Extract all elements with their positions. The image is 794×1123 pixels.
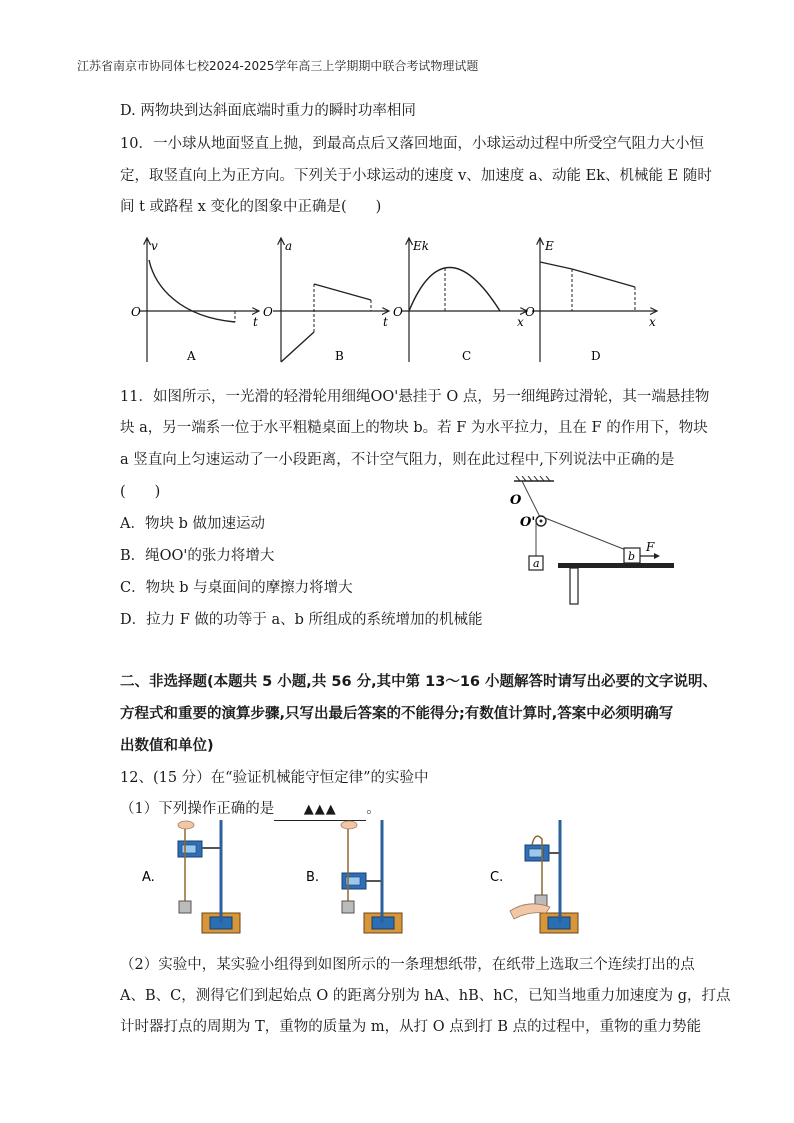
label-b: b — [628, 550, 636, 563]
graph-a-label: A — [187, 349, 196, 363]
graph-b — [263, 238, 389, 363]
graph-a — [131, 238, 259, 363]
q12-part2-line3: 计时器打点的周期为 T，重物的质量为 m，从打 O 点到打 B 点的过程中，重物的重力势能 — [120, 1019, 702, 1035]
q11-option-d: D．拉力 F 做的功等于 a、b 所组成的系统增加的机械能 — [120, 612, 483, 628]
graph-b-yaxis-label: a — [285, 239, 293, 253]
graph-c-origin-label: O — [393, 305, 403, 319]
q10-graphs — [125, 232, 665, 372]
apparatus-a-label: A. — [142, 870, 155, 885]
q12-part1-prefix: （1）下列操作正确的是 — [120, 801, 275, 817]
label-o-prime: O' — [520, 515, 536, 530]
q11-option-b: B．绳OO'的张力将增大 — [120, 548, 275, 564]
q11-text-line2: 块 a，另一端系一位于水平粗糙桌面上的物块 b。若 F 为水平拉力，且在 F 的作用下，物块 — [120, 420, 708, 436]
graph-c-yaxis-label: Ek — [413, 239, 430, 253]
section2-heading-line1: 二、非选择题(本题共 5 小题,共 56 分,其中第 13～16 小题解答时请写出必要的文字说明、 — [120, 674, 718, 690]
graph-d-xaxis-label: x — [649, 315, 656, 329]
label-f: F — [646, 540, 655, 554]
label-a: a — [533, 557, 540, 570]
graph-d — [525, 238, 657, 363]
graph-a-origin-label: O — [131, 305, 141, 319]
q10-text-line1: 10．一小球从地面竖直上抛，到最高点后又落回地面，小球运动过程中所受空气阻力大小恒 — [120, 136, 704, 152]
q11-option-c: C．物块 b 与桌面间的摩擦力将增大 — [120, 580, 353, 596]
label-o: O — [510, 493, 522, 508]
graph-a-xaxis-label: t — [253, 315, 258, 329]
q12-apparatus-figures — [130, 815, 600, 935]
q11-text-line3: a 竖直向上匀速运动了一小段距离，不计空气阻力，则在此过程中,下列说法中正确的是 — [120, 452, 675, 468]
q11-pulley-figure — [498, 476, 678, 608]
section2-heading-line3: 出数值和单位) — [120, 738, 214, 754]
apparatus-a — [178, 820, 240, 933]
q12-part2-line1: （2）实验中，某实验小组得到如图所示的一条理想纸带，在纸带上选取三个连续打出的点 — [120, 957, 695, 973]
q12-part1-answer-blank: ▲▲▲ — [274, 800, 366, 821]
graph-c — [393, 238, 527, 363]
q12-title: 12、(15 分）在“验证机械能守恒定律”的实验中 — [120, 770, 429, 786]
q12-part2-line2: A、B、C，测得它们到起始点 O 的距离分别为 hA、hB、hC，已知当地重力加速度为 g，打点 — [120, 988, 731, 1004]
graph-d-origin-label: O — [525, 305, 535, 319]
graph-d-label: D — [591, 349, 601, 363]
q11-text-line1: 11．如图所示，一光滑的轻滑轮用细绳OO'悬挂于 O 点，另一细绳跨过滑轮，其一端悬挂物 — [120, 389, 710, 405]
q11-answer-bracket: ( ) — [120, 484, 161, 500]
graph-d-yaxis-label: E — [545, 239, 554, 253]
graph-b-label: B — [335, 349, 344, 363]
graph-a-yaxis-label: v — [151, 239, 158, 253]
q12-part1-suffix: 。 — [366, 801, 381, 817]
section2-heading-line2: 方程式和重要的演算步骤,只写出最后答案的不能得分;有数值计算时,答案中必须明确写 — [120, 706, 674, 722]
graph-c-label: C — [462, 349, 472, 363]
apparatus-c-label: C. — [490, 870, 504, 885]
graph-b-xaxis-label: t — [383, 315, 388, 329]
apparatus-c — [510, 820, 578, 933]
graph-c-xaxis-label: x — [517, 315, 524, 329]
page-header: 江苏省南京市协同体七校2024-2025学年高三上学期期中联合考试物理试题 — [77, 59, 479, 73]
q9-option-d: D. 两物块到达斜面底端时重力的瞬时功率相同 — [120, 103, 416, 119]
graph-b-origin-label: O — [263, 305, 273, 319]
q10-text-line2: 定，取竖直向上为正方向。下列关于小球运动的速度 v、加速度 a、动能 Ek、机械能 E 随时 — [120, 168, 712, 184]
q11-option-a: A．物块 b 做加速运动 — [120, 516, 265, 532]
q10-text-line3: 间 t 或路程 x 变化的图象中正确是( ) — [120, 199, 382, 215]
apparatus-b-label: B. — [306, 870, 320, 885]
apparatus-b — [341, 820, 402, 933]
